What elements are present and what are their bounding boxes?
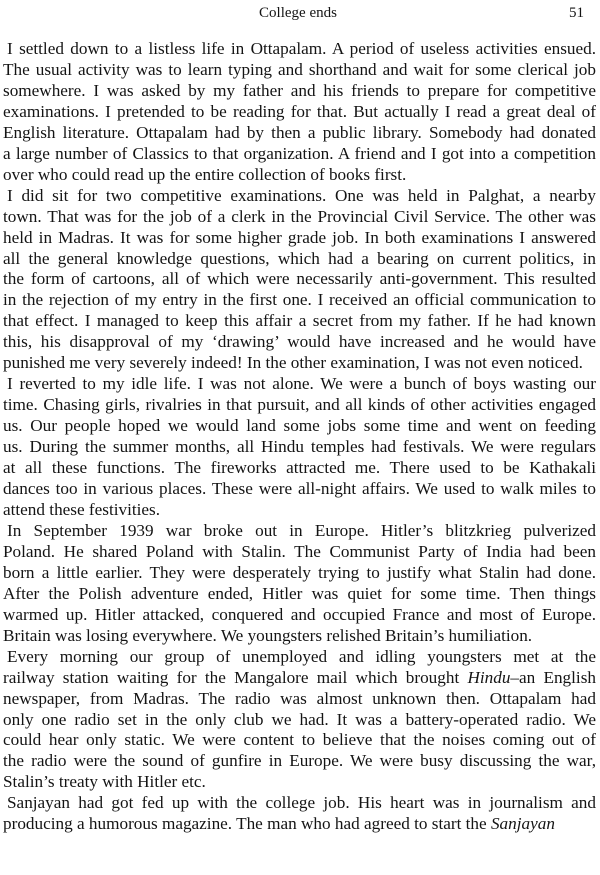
paragraph [0,374,596,521]
running-header [0,4,596,26]
text-line: that effect. I managed to keep this affair a secret from my father. If he had known [3,311,596,331]
text-line: railway station waiting for the Mangalore mail which brought Hindu–an English [3,667,596,687]
text-line: a large number of Classics to that organization. A friend and I got into a competition [3,143,596,163]
text-line: English literature. Ottapalam had by then a public library. Somebody had donated [3,122,596,142]
page-number: 51 [569,5,584,21]
text-line: The usual activity was to learn typing and shorthand and wait for some clerical job [3,59,596,79]
text-line: I settled down to a listless life in Ottapalam. A period of useless activities ensued. [7,39,596,58]
paragraph [0,186,596,375]
paragraph [0,39,596,186]
paragraph [0,793,596,835]
text-line: at all these functions. The fireworks attracted me. There used to be Kathakali [3,458,596,478]
paragraph [0,647,596,794]
text-line: I reverted to my idle life. I was not alone. We were a bunch of boys wasting our [7,374,596,394]
text-line: Britain was losing everywhere. We youngsters relished Britain’s humiliation. [3,625,533,645]
text-line: warmed up. Hitler attacked, conquered and occupied France and most of Europe. [3,604,596,624]
text-line: all the general knowledge questions, which had a bearing on current politics, in [3,248,596,268]
text-line: In September 1939 war broke out in Europe. Hitler’s blitzkrieg pulverized [7,520,596,540]
text-line: Stalin’s treaty with Hitler etc. [3,772,206,792]
text-line: could hear only static. We were content to believe that the noises coming out of [3,730,596,750]
chapter-title: College ends [259,5,337,21]
text-line: punished me very severely indeed! In the other examination, I was not even noticed. [3,353,583,373]
text-line: held in Madras. It was for some higher grade job. In both examinations I answered [3,227,596,247]
text-line: attend these festivities. [3,499,161,519]
text-line: this, his disapproval of my ‘drawing’ would have increased and he would have [3,332,596,352]
text-line: newspaper, from Madras. The radio was almost unknown then. Ottapalam had [3,688,596,708]
text-line: born a little earlier. They were desperately trying to justify what Stalin had done. [3,562,596,582]
text-line: only one radio set in the only club we had. It was a battery-operated radio. We [3,709,596,729]
text-line: producing a humorous magazine. The man who had agreed to start the Sanjayan [3,814,555,834]
text-line: I did sit for two competitive examinations. One was held in Palghat, a nearby [7,185,596,205]
text-line: us. Our people hoped we would land some jobs some time and went on feeding [3,416,596,436]
body-text [0,39,596,835]
text-line: dances too in various places. These were all-night affairs. We used to walk miles to [3,479,596,499]
text-line: time. Chasing girls, rivalries in that pursuit, and all kinds of other activities engaged [3,395,596,415]
text-line: in the rejection of my entry in the first one. I received an official communication to [3,290,596,310]
text-line: over who could read up the entire collection of books first. [3,164,407,184]
text-line: After the Polish adventure ended, Hitler was quiet for some time. Then things [3,583,596,603]
text-line: somewhere. I was asked by my father and his friends to prepare for competitive [3,80,596,100]
paragraph [0,521,596,647]
text-line: us. During the summer months, all Hindu temples had festivals. We were regulars [3,437,596,457]
text-line: Every morning our group of unemployed and idling youngsters met at the [7,646,596,666]
text-line: the form of cartoons, all of which were necessarily anti-government. This resulted [3,269,596,289]
text-line: town. That was for the job of a clerk in the Provincial Civil Service. The other was [3,206,596,226]
text-line: Sanjayan had got fed up with the college job. His heart was in journalism and [7,793,596,813]
text-line: the radio were the sound of gunfire in Europe. We were busy discussing the war, [3,751,596,771]
text-line: examinations. I pretended to be reading for that. But actually I read a great deal of [3,101,596,121]
text-line: Poland. He shared Poland with Stalin. The Communist Party of India had been [3,541,596,561]
